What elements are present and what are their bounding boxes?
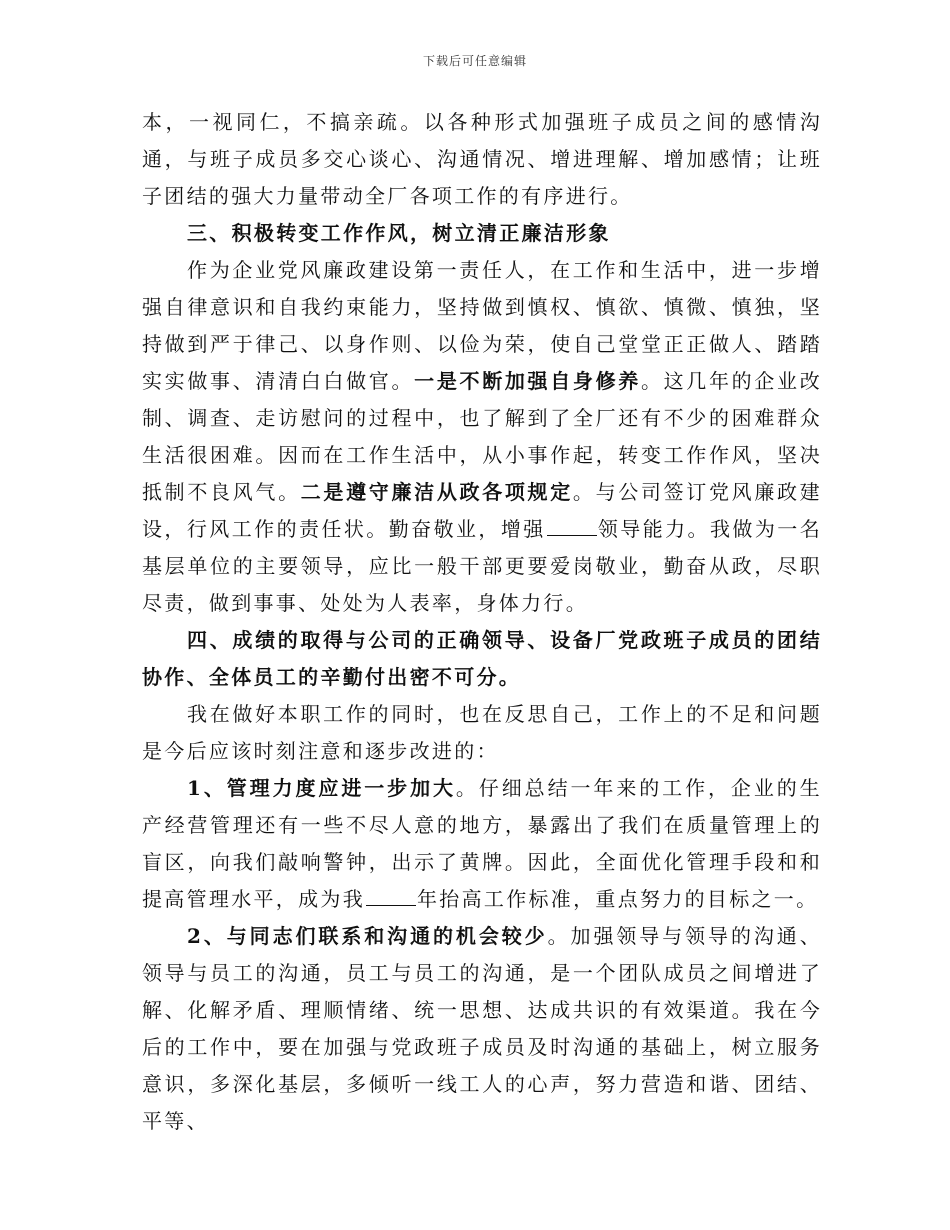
fill-in-blank bbox=[547, 517, 597, 536]
paragraph-text: 。这几年的企业改制、调查、走访慰问的过程中，也了解到了全厂还有不少的困难群众生活很困难。因而在工作生活中，从小事作起，转变工作作风，坚决抵制不良风气。 bbox=[142, 369, 823, 504]
paragraph-text: 年抬高工作标准，重点努力的目标之一。 bbox=[417, 887, 819, 911]
section-heading-text: 四、成绩的取得与公司的正确领导、设备厂党政班子成员的团结协作、全体员工的辛勤付出密不可分。 bbox=[142, 628, 822, 689]
paragraph bbox=[142, 918, 822, 1140]
bold-point: 一是不断加强自身修养 bbox=[414, 369, 641, 393]
bold-point: 1、管理力度应进一步加大 bbox=[187, 776, 456, 800]
paragraph-text: 。仔细总结一年来的工作，企业的生产经营管理还有一些不尽人意的地方，暴露出了我们在质量管理上的盲区，向我们敲响警钟，出示了黄牌。因此，全面优化管理手段和和提高管理水平，成为我 bbox=[142, 776, 822, 911]
paragraph-text: 领导能力。我做为一名基层单位的主要领导，应比一般干部更要爱岗敬业，勤奋从政，尽职尽责，做到事事、处处为人表率，身体力行。 bbox=[142, 517, 823, 615]
paragraph-text: 作为企业党风廉政建设第一责任人，在工作和生活中，进一步增强自律意识和自我约束能力，坚持做到慎权、慎欲、慎微、慎独，坚持做到严于律己、以身作则、以俭为荣，使自己堂堂正正做人、踏踏实实做事、清清白白做官。 bbox=[142, 258, 822, 393]
page-header: 下载后可任意编辑 bbox=[422, 54, 527, 68]
paragraph bbox=[142, 252, 822, 622]
section-heading bbox=[142, 215, 822, 252]
paragraph-text: 。加强领导与领导的沟通、领导与员工的沟通，员工与员工的沟通，是一个团队成员之间增进了解、化解矛盾、理顺情绪、统一思想、达成共识的有效渠道。我在今后的工作中，要在加强与党政班子成员及时沟通的基础上，树立服务意识，多深化基层，多倾听一线工人的心声，努力营造和谐、团结、平等、 bbox=[142, 924, 823, 1133]
bold-point: 二是遵守廉洁从政各项规定 bbox=[300, 480, 573, 504]
paragraph: 本，一视同仁，不搞亲疏。以各种形式加强班子成员之间的感情沟通，与班子成员多交心谈心、沟通情况、增进理解、增加感情；让班子团结的强大力量带动全厂各项工作的有序进行。 bbox=[142, 110, 822, 208]
fill-in-blank bbox=[366, 887, 416, 906]
section-heading bbox=[142, 622, 822, 696]
section-heading-text: 三、积极转变工作作风，树立清正廉洁形象 bbox=[187, 221, 611, 245]
document-body bbox=[142, 104, 822, 1140]
paragraph bbox=[142, 770, 822, 918]
paragraph-text: 。与公司签订党风廉政建设，行风工作的责任状。勤奋敬业，增强 bbox=[142, 480, 822, 541]
paragraph: 我在做好本职工作的同时，也在反思自己，工作上的不足和问题是今后应该时刻注意和逐步改进的： bbox=[142, 702, 822, 763]
bold-point: 2、与同志们联系和沟通的机会较少 bbox=[187, 924, 548, 948]
